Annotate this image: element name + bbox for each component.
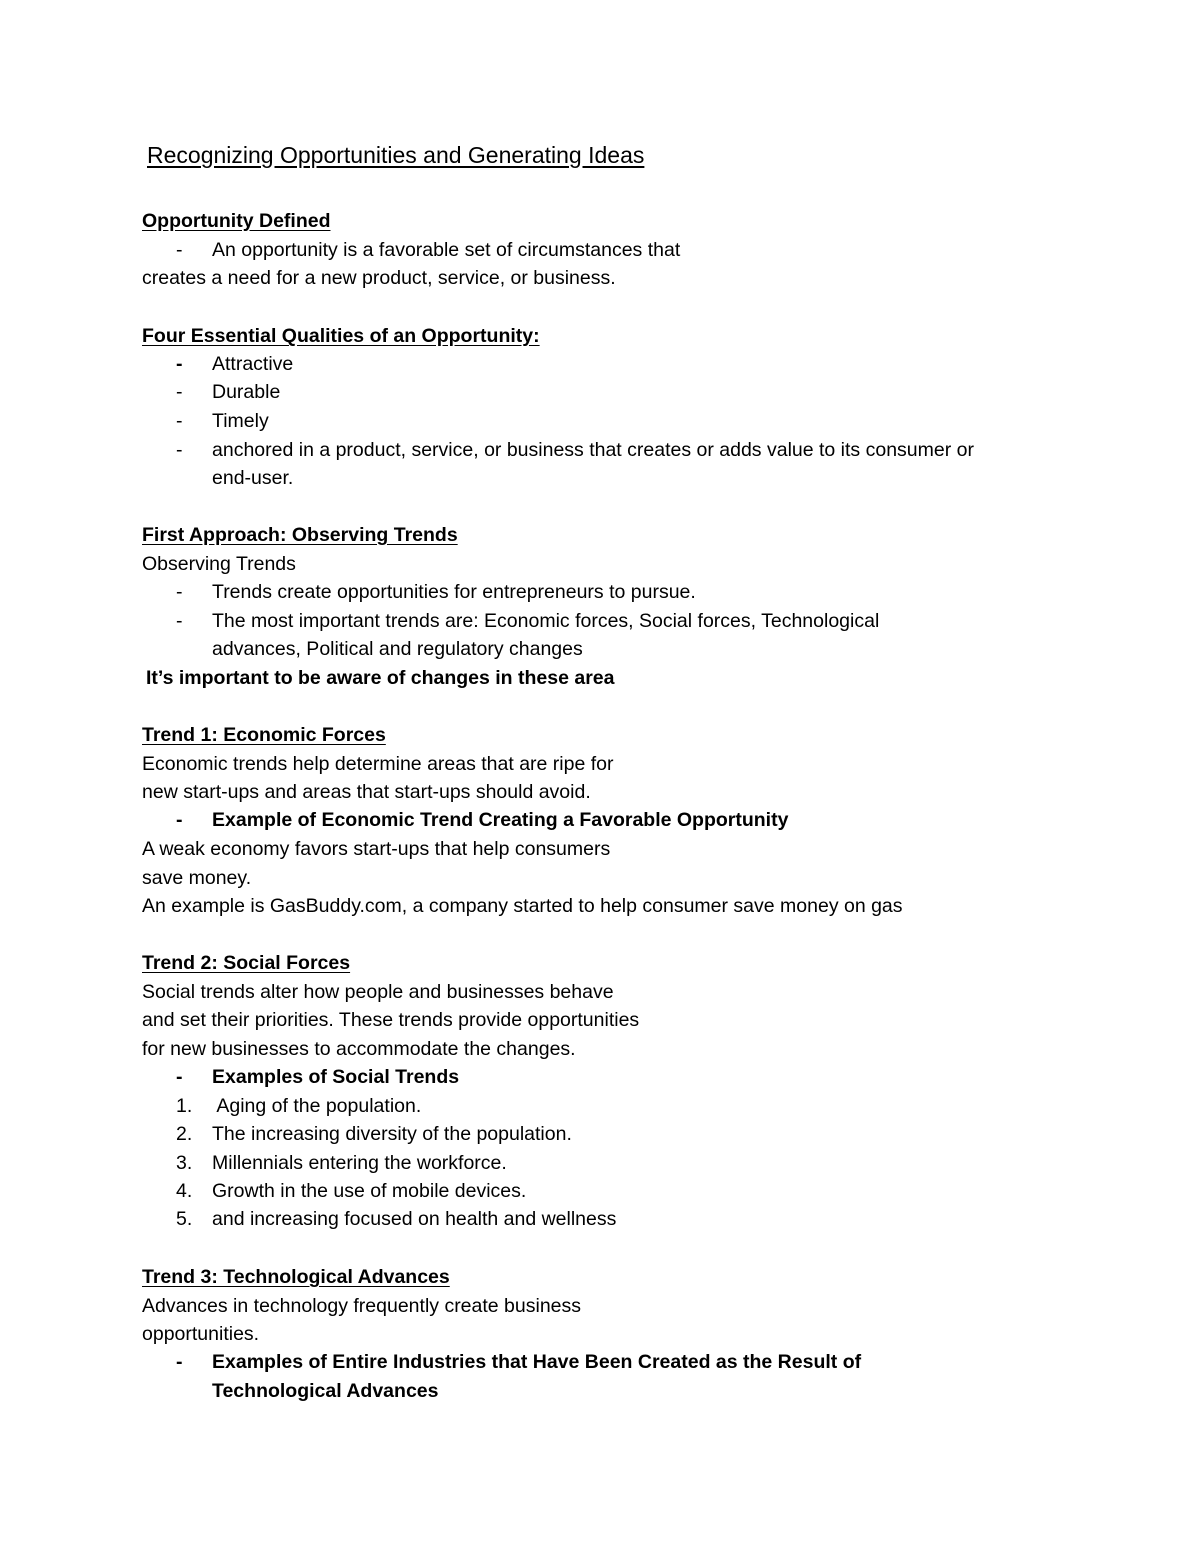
four-qualities-heading: Four Essential Qualities of an Opportunity: (142, 325, 540, 347)
quality-item: Attractive (212, 353, 294, 375)
social-trend-item: Millennials entering the workforce. (212, 1152, 507, 1174)
trend-1-text-line-2: new start-ups and areas that start-ups should avoid. (142, 781, 591, 803)
bullet-marker: - (176, 1066, 183, 1088)
trends-bullet-2: The most important trends are: Economic forces, Social forces, Technological (212, 610, 880, 632)
trend-3-example-heading-continuation: Technological Advances (212, 1380, 439, 1402)
bullet-marker: - (176, 1351, 183, 1373)
trend-3-heading: Trend 3: Technological Advances (142, 1266, 450, 1288)
document-title: Recognizing Opportunities and Generating Ideas (147, 142, 645, 168)
trend-3-text-line-2: opportunities. (142, 1323, 260, 1345)
bullet-marker: - (176, 353, 183, 375)
trend-3-example-heading: Examples of Entire Industries that Have Been Created as the Result of (212, 1351, 862, 1373)
trend-1-text-line-5: An example is GasBuddy.com, a company started to help consumer save money on gas (142, 895, 903, 917)
social-trend-item: Aging of the population. (212, 1095, 422, 1117)
trend-1-text-line-1: Economic trends help determine areas that are ripe for (142, 753, 614, 775)
quality-item: anchored in a product, service, or business that creates or adds value to its consumer or (212, 439, 974, 461)
trend-2-text-line-2: and set their priorities. These trends provide opportunities (142, 1009, 640, 1031)
bullet-marker: - (176, 381, 183, 403)
trend-2-heading: Trend 2: Social Forces (142, 952, 351, 974)
trend-2-text-line-3: for new businesses to accommodate the changes. (142, 1038, 576, 1060)
list-number: 3. (176, 1152, 193, 1174)
social-trend-item: The increasing diversity of the population. (212, 1123, 572, 1145)
emphasis-note: It’s important to be aware of changes in these area (146, 667, 615, 689)
list-number: 1. (176, 1095, 193, 1117)
bullet-marker: - (176, 610, 183, 632)
quality-item: Durable (212, 381, 281, 403)
trend-2-example-heading: Examples of Social Trends (212, 1066, 460, 1088)
trend-3-text-line-1: Advances in technology frequently create business (142, 1295, 582, 1317)
list-number: 2. (176, 1123, 193, 1145)
bullet-marker: - (176, 581, 183, 603)
opportunity-definition-line-2: creates a need for a new product, service, or business. (142, 267, 616, 289)
bullet-marker: - (176, 410, 183, 432)
trend-2-text-line-1: Social trends alter how people and businesses behave (142, 981, 614, 1003)
bullet-marker: - (176, 439, 183, 461)
trends-bullet-1: Trends create opportunities for entrepreneurs to pursue. (212, 581, 696, 603)
bullet-marker: - (176, 239, 183, 261)
trend-1-text-line-4: save money. (142, 867, 252, 889)
bullet-marker: - (176, 809, 183, 831)
trend-1-example-heading: Example of Economic Trend Creating a Favorable Opportunity (212, 809, 789, 831)
first-approach-heading: First Approach: Observing Trends (142, 524, 458, 546)
opportunity-defined-heading: Opportunity Defined (142, 210, 331, 232)
list-number: 4. (176, 1180, 193, 1202)
observing-trends-subheading: Observing Trends (142, 553, 296, 575)
quality-item-continuation: end-user. (212, 467, 294, 489)
social-trend-item: Growth in the use of mobile devices. (212, 1180, 527, 1202)
trend-1-heading: Trend 1: Economic Forces (142, 724, 386, 746)
social-trend-item: and increasing focused on health and wellness (212, 1208, 617, 1230)
trends-bullet-2-continuation: advances, Political and regulatory changes (212, 638, 583, 660)
quality-item: Timely (212, 410, 269, 432)
opportunity-definition-line-1: An opportunity is a favorable set of circumstances that (212, 239, 681, 261)
trend-1-text-line-3: A weak economy favors start-ups that help consumers (142, 838, 611, 860)
list-number: 5. (176, 1208, 193, 1230)
